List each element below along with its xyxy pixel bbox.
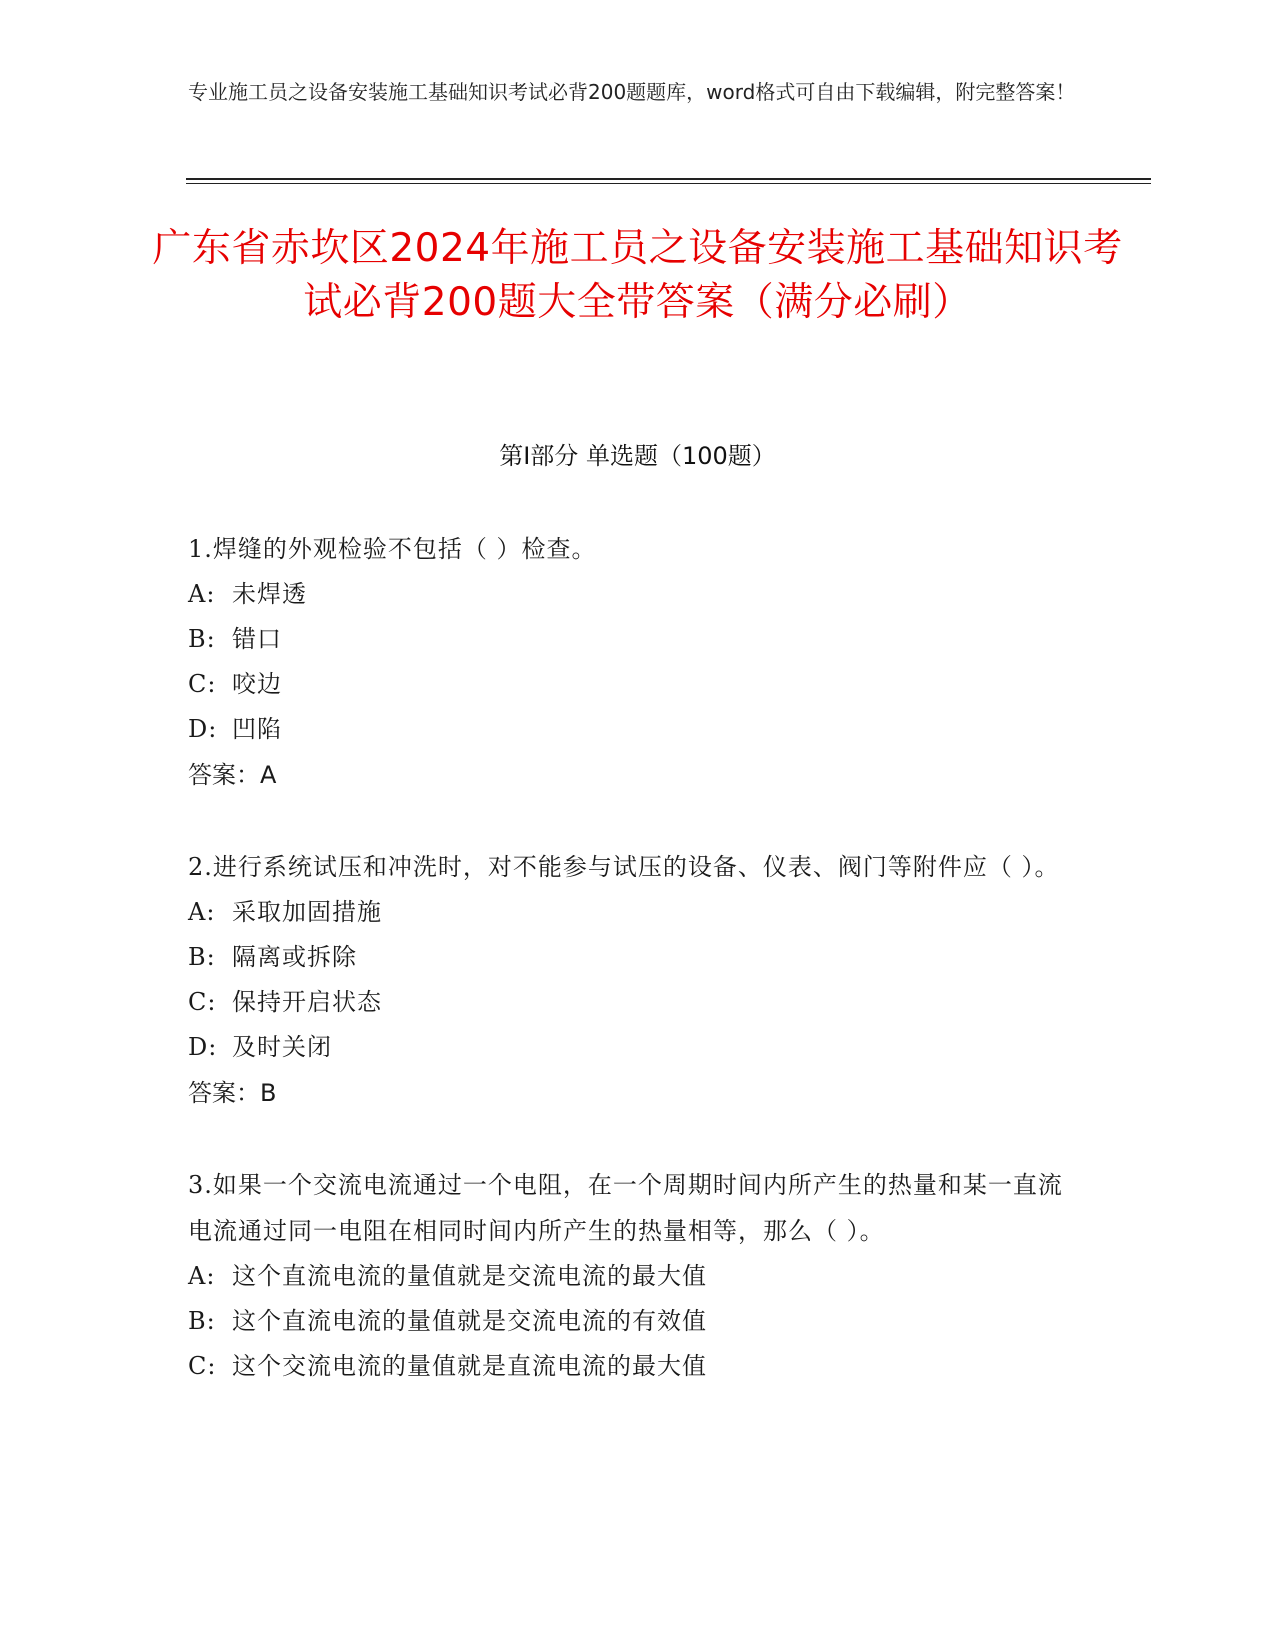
option-a (188, 572, 1068, 617)
option-text: 隔离或拆除 (232, 943, 357, 971)
option-text: 这个交流电流的量值就是直流电流的最大值 (232, 1352, 707, 1380)
option-key: C: (188, 1352, 217, 1380)
question-stem: 2.进行系统试压和冲洗时，对不能参与试压的设备、仪表、阀门等附件应（ ）。 (188, 853, 1060, 881)
answer-line: 答案：A (188, 761, 277, 789)
option-text: 保持开启状态 (232, 988, 382, 1016)
option-d (188, 707, 1068, 752)
option-key: B: (188, 943, 216, 971)
question-list (188, 526, 1068, 1435)
option-key: C: (188, 988, 217, 1016)
header-note: 专业施工员之设备安装施工基础知识考试必背200题题库，word格式可自由下载编辑，附完整答案！ (188, 80, 1076, 104)
option-key: C: (188, 670, 217, 698)
option-c (188, 1344, 1068, 1389)
option-text: 这个直流电流的量值就是交流电流的有效值 (232, 1307, 707, 1335)
option-key: D: (188, 1033, 218, 1061)
option-c (188, 662, 1068, 707)
option-text: 咬边 (232, 670, 282, 698)
document-title: 广东省赤坎区2024年施工员之设备安装施工基础知识考试必背200题大全带答案（满分必刷） (152, 226, 1123, 325)
option-d (188, 1025, 1068, 1070)
option-text: 凹陷 (232, 715, 282, 743)
section-title: 第I部分 单选题（100题） (499, 442, 776, 470)
option-b (188, 1299, 1068, 1344)
option-text: 这个直流电流的量值就是交流电流的最大值 (232, 1262, 707, 1290)
question-stem: 1.焊缝的外观检验不包括（ ）检查。 (188, 535, 597, 563)
option-text: 未焊透 (232, 580, 307, 608)
option-b (188, 617, 1068, 662)
question-2 (188, 844, 1068, 1116)
header-rule-thin (186, 183, 1151, 184)
question-3 (188, 1162, 1068, 1389)
option-key: A: (188, 898, 216, 926)
option-text: 采取加固措施 (232, 898, 382, 926)
option-a (188, 1254, 1068, 1299)
option-key: B: (188, 1307, 216, 1335)
option-text: 及时关闭 (232, 1033, 332, 1061)
option-b (188, 935, 1068, 980)
option-key: A: (188, 580, 216, 608)
option-key: D: (188, 715, 218, 743)
answer-line: 答案：B (188, 1079, 277, 1107)
option-text: 错口 (232, 625, 282, 653)
question-1 (188, 526, 1068, 798)
header-rule-thick (186, 178, 1151, 180)
option-c (188, 980, 1068, 1025)
option-key: B: (188, 625, 216, 653)
question-stem: 3.如果一个交流电流通过一个电阻，在一个周期时间内所产生的热量和某一直流电流通过同一电阻在相同时间内所产生的热量相等，那么（ ）。 (188, 1171, 1063, 1245)
option-a (188, 890, 1068, 935)
option-key: A: (188, 1262, 216, 1290)
